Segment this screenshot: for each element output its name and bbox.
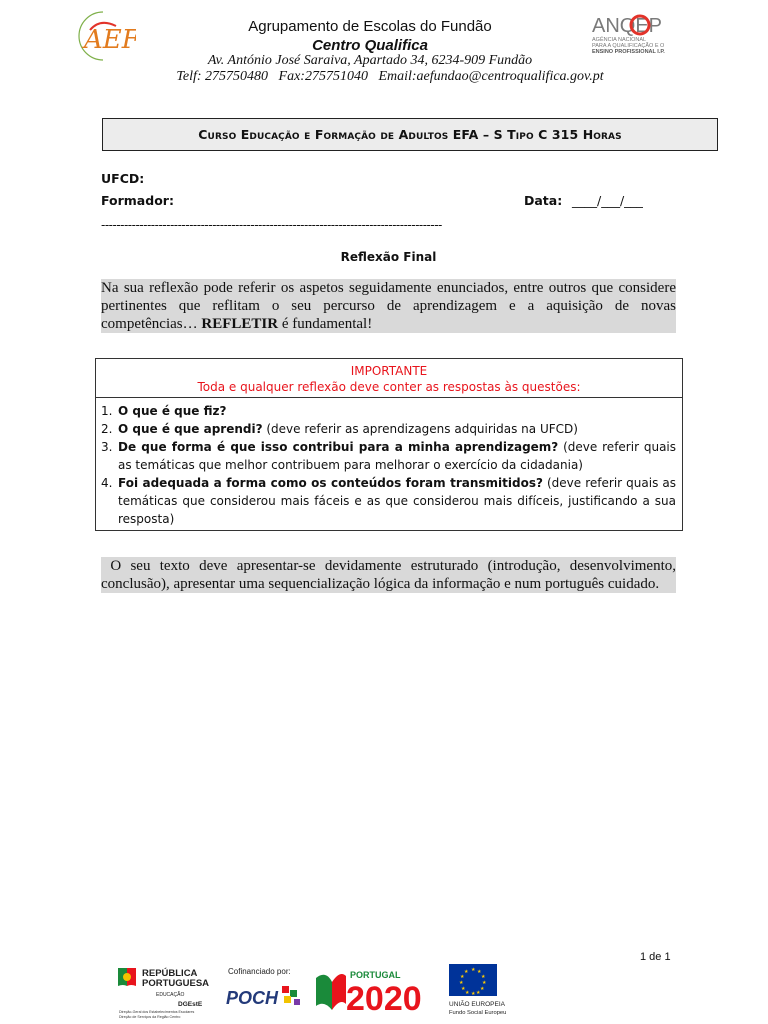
svg-text:★: ★: [459, 980, 464, 986]
dgeste-sub1: Direção-Geral dos Estabelecimentos Escolares: [119, 1010, 195, 1014]
svg-text:★: ★: [476, 990, 481, 996]
item-question: O que é que fiz?: [118, 404, 227, 418]
item-number: 1.: [101, 404, 113, 418]
list-item: [101, 420, 676, 438]
svg-text:★: ★: [471, 991, 476, 997]
anqep-line2: PARA A QUALIFICAÇÃO E O: [592, 43, 665, 49]
school-subtitle: Centro Qualifica: [312, 37, 428, 54]
item-note: (deve referir as aprendizagens adquiridas na UFCD): [262, 422, 578, 436]
item-note: (deve referir quais as temáticas que melhor contribuem para melhorar o exercício da cidadania): [118, 440, 677, 472]
school-title: Agrupamento de Escolas do Fundão: [248, 18, 492, 35]
educacao-label: EDUCAÇÃO: [156, 992, 185, 998]
poch-logo: [226, 964, 306, 1020]
intro-line-3-post: é fundamental!: [278, 316, 373, 332]
item-question: O que é que aprendi?: [118, 422, 263, 436]
republica-line2: PORTUGUESA: [142, 978, 210, 989]
anqep-logo: [588, 12, 692, 56]
item-question: Foi adequada a forma como os conteúdos foram transmitidos?: [118, 476, 543, 490]
intro-line-3-pre: competências…: [101, 316, 202, 332]
fse-label: Fundo Social Europeu: [449, 1010, 507, 1016]
item-note: (deve referir quais as temáticas que considerou mais fáceis e as que considerou mais difíceis, justificando a sua resposta): [118, 476, 676, 526]
republica-line1: REPÚBLICA: [142, 968, 198, 979]
svg-text:★: ★: [480, 986, 485, 992]
intro-emphasis: REFLETIR: [201, 316, 279, 332]
svg-text:★: ★: [482, 980, 487, 986]
list-item: [101, 402, 676, 420]
svg-text:★: ★: [481, 974, 486, 980]
svg-text:★: ★: [471, 967, 476, 973]
important-subtitle: Toda e qualquer reflexão deve conter as respostas às questões:: [197, 380, 581, 394]
svg-text:★: ★: [461, 986, 466, 992]
date-label: Data:: [524, 193, 563, 208]
portugal-label: PORTUGAL: [350, 970, 401, 980]
portugal-2020-logo: [314, 964, 444, 1020]
important-title: IMPORTANTE: [350, 364, 428, 378]
anqep-line1: AGÊNCIA NACIONAL: [592, 37, 647, 43]
dgeste-sub2: Direção de Serviços da Região Centro: [119, 1015, 181, 1019]
section-title: Reflexão Final: [340, 250, 437, 264]
list-item: [101, 474, 676, 528]
questions-list: [101, 402, 676, 528]
course-box: [102, 118, 718, 151]
eu-flag-logo: [447, 962, 519, 1020]
svg-text:★: ★: [477, 969, 482, 975]
important-box: [95, 358, 683, 531]
intro-paragraph: [101, 279, 676, 333]
intro-line-2: pertinentes que reflitam o seu percurso de aprendizagem e a aquisição de novas: [101, 298, 676, 314]
aef-logo-text: AEF: [84, 25, 136, 55]
school-address: Av. António José Saraiva, Apartado 34, 6234-909 Fundão: [207, 53, 533, 68]
ue-label: UNIÃO EUROPEIA: [449, 1001, 505, 1008]
cofinanciado-label: Cofinanciado por:: [228, 967, 291, 976]
anqep-logo-text: ANQEP: [592, 15, 663, 37]
svg-text:★: ★: [465, 990, 470, 996]
important-header: [96, 359, 682, 398]
closing-line-1: O seu texto deve apresentar-se devidamente estruturado (introdução, desenvolvimento,: [101, 558, 676, 574]
aef-logo: [70, 8, 136, 64]
poch-text: POCH: [226, 988, 279, 1008]
item-question: De que forma é que isso contribui para a minha aprendizagem?: [118, 440, 559, 454]
separator-line: -----------------------------------------------------------------------------------------: [101, 218, 442, 232]
course-title: Curso Educação e Formação de Adultos EFA – S Tipo C 315 Horas: [198, 127, 622, 142]
svg-text:★: ★: [460, 974, 465, 980]
closing-paragraph: [101, 557, 676, 593]
formador-label: Formador:: [101, 193, 174, 208]
year-2020: 2020: [346, 980, 422, 1018]
ufcd-label: UFCD:: [101, 171, 145, 186]
dgeste-label: DGEstE: [178, 1001, 203, 1008]
svg-text:★: ★: [464, 969, 469, 975]
list-item: [101, 438, 676, 474]
item-number: 4.: [101, 476, 113, 490]
page-number: 1 de 1: [640, 951, 671, 963]
date-value: ____/___/___: [572, 193, 643, 208]
anqep-line3: ENSINO PROFISSIONAL I.P.: [592, 49, 665, 55]
intro-line-3: [101, 315, 676, 333]
item-number: 2.: [101, 422, 113, 436]
closing-line-2: conclusão), apresentar uma sequencialização lógica da informação e num português cuidado.: [101, 576, 660, 592]
republica-portuguesa-logo: [116, 964, 212, 1020]
intro-line-1: Na sua reflexão pode referir os aspetos seguidamente enunciados, entre outros que considere: [101, 280, 676, 296]
item-number: 3.: [101, 440, 113, 454]
school-contact: Telf: 275750480 Fax:275751040 Email:aefundao@centroqualifica.gov.pt: [176, 69, 604, 84]
